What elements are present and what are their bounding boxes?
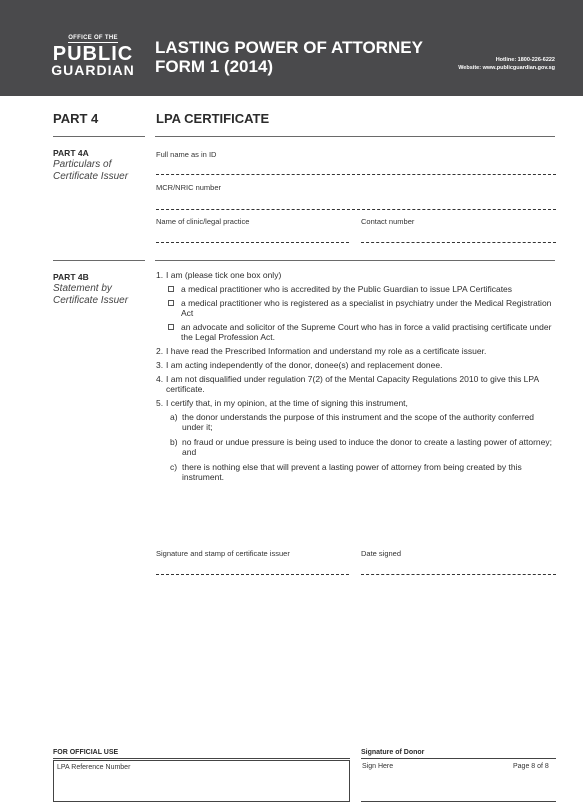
contact-info — [458, 56, 555, 72]
lpa-reference-label: LPA Reference Number — [57, 764, 131, 771]
logo-office-text: OFFICE OF THE — [68, 35, 118, 41]
part4a-label — [53, 147, 148, 183]
statement-item-1: 1. I am (please tick one box only) — [156, 270, 282, 280]
part4b-rule-left — [53, 260, 145, 261]
date-signed-label: Date signed — [361, 549, 402, 558]
lpa-reference-box[interactable] — [53, 760, 350, 802]
statement-item-2: 2. I have read the Prescribed Information and understand my role as a certificate issuer. — [156, 346, 487, 356]
mcr-label: MCR/NRIC number — [156, 183, 222, 192]
part4b-rule-right — [155, 260, 555, 261]
certify-text: the donor understands the purpose of this instrument and the scope of the authority conferred under it; — [182, 412, 535, 432]
statement-text: I am (please tick one box only) — [166, 270, 282, 280]
logo-guardian-text: GUARDIAN — [51, 62, 135, 78]
official-use-heading: FOR OFFICIAL USE — [53, 749, 119, 756]
form-header — [0, 0, 583, 96]
part4b-label — [53, 271, 148, 307]
checkbox[interactable] — [168, 300, 174, 306]
date-signed-field[interactable] — [361, 574, 556, 575]
certify-text: there is nothing else that will prevent a lasting power of attorney from being created by this instrument. — [182, 462, 522, 482]
part4b-code: PART 4B — [53, 272, 89, 282]
logo-public-text: PUBLIC — [52, 43, 134, 65]
mcr-field[interactable] — [156, 209, 556, 210]
part4a-description: Particulars of Certificate Issuer — [53, 159, 129, 182]
form-title — [155, 38, 423, 76]
signature-field[interactable] — [156, 574, 349, 575]
certify-text: no fraud or undue pressure is being used to induce the donor to create a lasting power of attorney; and — [182, 437, 552, 457]
part4a-code: PART 4A — [53, 148, 89, 158]
form-title-line1: LASTING POWER OF ATTORNEY — [155, 38, 423, 57]
donor-signature-heading: Signature of Donor — [361, 749, 425, 756]
option-solicitor[interactable] — [166, 322, 556, 342]
hotline-text: Hotline: 1800-226-6222 — [495, 57, 555, 63]
full-name-field[interactable] — [156, 174, 556, 175]
statement-text: I am acting independently of the donor, donee(s) and replacement donee. — [166, 360, 443, 370]
contact-field[interactable] — [361, 242, 556, 243]
opg-logo — [48, 26, 138, 77]
donor-signature-rule — [361, 758, 556, 759]
page-number: Page 8 of 8 — [513, 763, 549, 770]
part-rule-right — [155, 136, 555, 137]
part-rule-left — [53, 136, 145, 137]
clinic-field[interactable] — [156, 242, 349, 243]
option-text: a medical practitioner who is accredited by the Public Guardian to issue LPA Certificates — [181, 284, 513, 294]
part-title: LPA CERTIFICATE — [156, 111, 270, 126]
full-name-label: Full name as in ID — [156, 150, 217, 159]
statement-item-4: 4. I am not disqualified under regulation 7(2) of the Mental Capacity Regulations 2010 to give this LPA certificate. — [156, 374, 556, 394]
statement-text: I am not disqualified under regulation 7(2) of the Mental Capacity Regulations 2010 to give this LPA certificate. — [166, 374, 539, 394]
sign-here-label: Sign Here — [362, 763, 394, 770]
statement-item-5: 5. I certify that, in my opinion, at the time of signing this instrument, — [156, 398, 408, 408]
option-accredited[interactable] — [166, 284, 556, 294]
part4b-description: Statement by Certificate Issuer — [53, 283, 129, 306]
clinic-label: Name of clinic/legal practice — [156, 217, 250, 226]
checkbox[interactable] — [168, 324, 174, 330]
contact-label: Contact number — [361, 217, 415, 226]
statement-list — [156, 270, 556, 487]
official-use-rule — [53, 758, 350, 759]
statement-text: I have read the Prescribed Information and understand my role as a certificate issuer. — [166, 346, 487, 356]
statement-item-3: 3. I am acting independently of the donor, donee(s) and replacement donee. — [156, 360, 443, 370]
certify-item-a: a) the donor understands the purpose of this instrument and the scope of the authority conferred under it; — [170, 412, 556, 432]
certify-item-c: c) there is nothing else that will prevent a lasting power of attorney from being created by this instrument. — [170, 462, 556, 482]
certify-item-b: b) no fraud or undue pressure is being used to induce the donor to create a lasting power of attorney; and — [170, 437, 556, 457]
checkbox[interactable] — [168, 286, 174, 292]
signature-label: Signature and stamp of certificate issuer — [156, 549, 290, 558]
option-text: an advocate and solicitor of the Supreme Court who has in force a valid practising certificate under the Legal Profession Act. — [181, 322, 552, 342]
website-text: Website: www.publicguardian.gov.sg — [458, 65, 555, 71]
donor-sign-line[interactable] — [361, 801, 556, 802]
form-title-line2: FORM 1 (2014) — [155, 57, 274, 76]
statement-text: I certify that, in my opinion, at the time of signing this instrument, — [166, 398, 408, 408]
option-psychiatrist[interactable] — [166, 298, 556, 318]
option-text: a medical practitioner who is registered as a specialist in psychiatry under the Medical Registration Act — [181, 298, 552, 318]
part-number: PART 4 — [53, 111, 99, 126]
